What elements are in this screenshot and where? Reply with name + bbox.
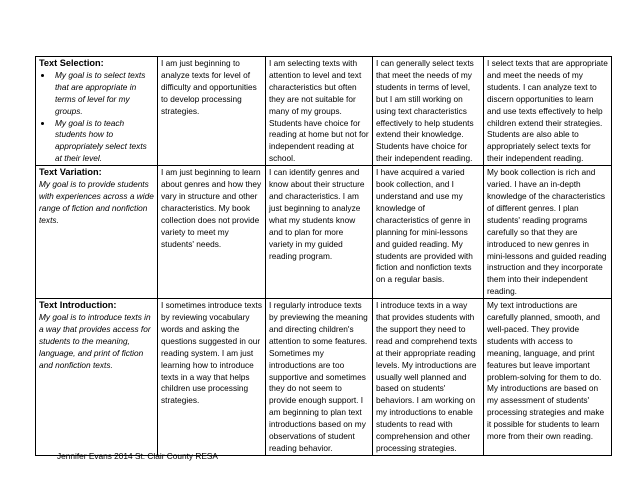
level-2-cell: I am selecting texts with attention to level and text characteristics but often they are not suitable for many of my groups. Students have choice for reading at home but not for independent reading at school. (266, 57, 373, 166)
level-1-cell: I sometimes introduce texts by reviewing vocabulary words and asking the questions suggested in our reading system. I am just learning how to introduce texts in a way that helps children use processing strategies. (158, 299, 266, 456)
criterion-cell (36, 299, 158, 456)
level-3-cell: I have acquired a varied book collection, and I understand and use my knowledge of characteristics of genre in planning for mini-lessons and guided reading. My students are provided with fiction and nonfiction texts on a regular basis. (373, 166, 484, 299)
criterion-title: Text Variation: (39, 167, 102, 178)
rubric-table (35, 56, 612, 456)
criterion-description: My goal is to provide students with experiences across a wide range of fiction and nonfiction texts. (39, 179, 154, 225)
criterion-title: Text Introduction: (39, 300, 117, 311)
level-4-cell: My book collection is rich and varied. I have an in-depth knowledge of the characteristics of different genres. I plan students' reading programs carefully so that they are introduced to new genres in mini-lessons and guided reading instruction and they incorporate them into their independent reading. (484, 166, 612, 299)
level-2-cell: I can identify genres and know about their structure and characteristics. I am just beginning to analyze what my students know and to plan for more variety in my guided reading program. (266, 166, 373, 299)
rubric-row-text-variation (36, 166, 612, 299)
level-2-cell: I regularly introduce texts by previewing the meaning and directing children's attention to some features. Sometimes my introductions are too supportive and sometimes they do not seem to provide enough support. I am beginning to plan text introductions based on my observations of student reading behavior. (266, 299, 373, 456)
footer-credit: Jennifer Evans 2014 St. Clair County RESA (57, 451, 218, 461)
goal-item: • My goal is to select texts that are appropriate in terms of level for my groups. (53, 70, 154, 118)
criterion-title: Text Selection: (39, 58, 104, 68)
goal-item: • My goal is to teach students how to appropriately select texts at their level. (53, 118, 154, 166)
level-1-cell: I am just beginning to analyze texts for level of difficulty and opportunities to develop processing strategies. (158, 57, 266, 166)
rubric-row-text-introduction (36, 299, 612, 456)
level-3-cell: I can generally select texts that meet the needs of my students in terms of level, but I am still working on using text characteristics effectively to help students extend their knowledge. Students have choice for their independent reading. (373, 57, 484, 166)
criterion-cell (36, 166, 158, 299)
level-3-cell: I introduce texts in a way that provides students with the support they need to read and comprehend texts at their appropriate reading levels. My introductions are usually well planned and based on students' behaviors. I am working on my introductions to enable students to read with comprehension and other processing strategies. (373, 299, 484, 456)
level-4-cell: I select texts that are appropriate and meet the needs of my students. I can analyze text to discern opportunities to learn and use texts effectively to help children extend their strategies. Students are also able to appropriately select texts for their independent reading. (484, 57, 612, 166)
goal-list (39, 70, 154, 165)
rubric-row-text-selection (36, 57, 612, 166)
criterion-description: My goal is to introduce texts in a way that provides access for students to the meaning, language, and print of fiction and nonfiction texts. (39, 312, 151, 370)
criterion-cell (36, 57, 158, 166)
level-1-cell: I am just beginning to learn about genres and how they vary in structure and other characteristics. My book collection does not provide variety to meet my students' needs. (158, 166, 266, 299)
level-4-cell: My text introductions are carefully planned, smooth, and well-paced. They provide students with access to meaning, language, and print features but leave important problem-solving for them to do. My introductions are based on my assessment of students' processing strategies and make it possible for students to learn more from their own reading. (484, 299, 612, 456)
